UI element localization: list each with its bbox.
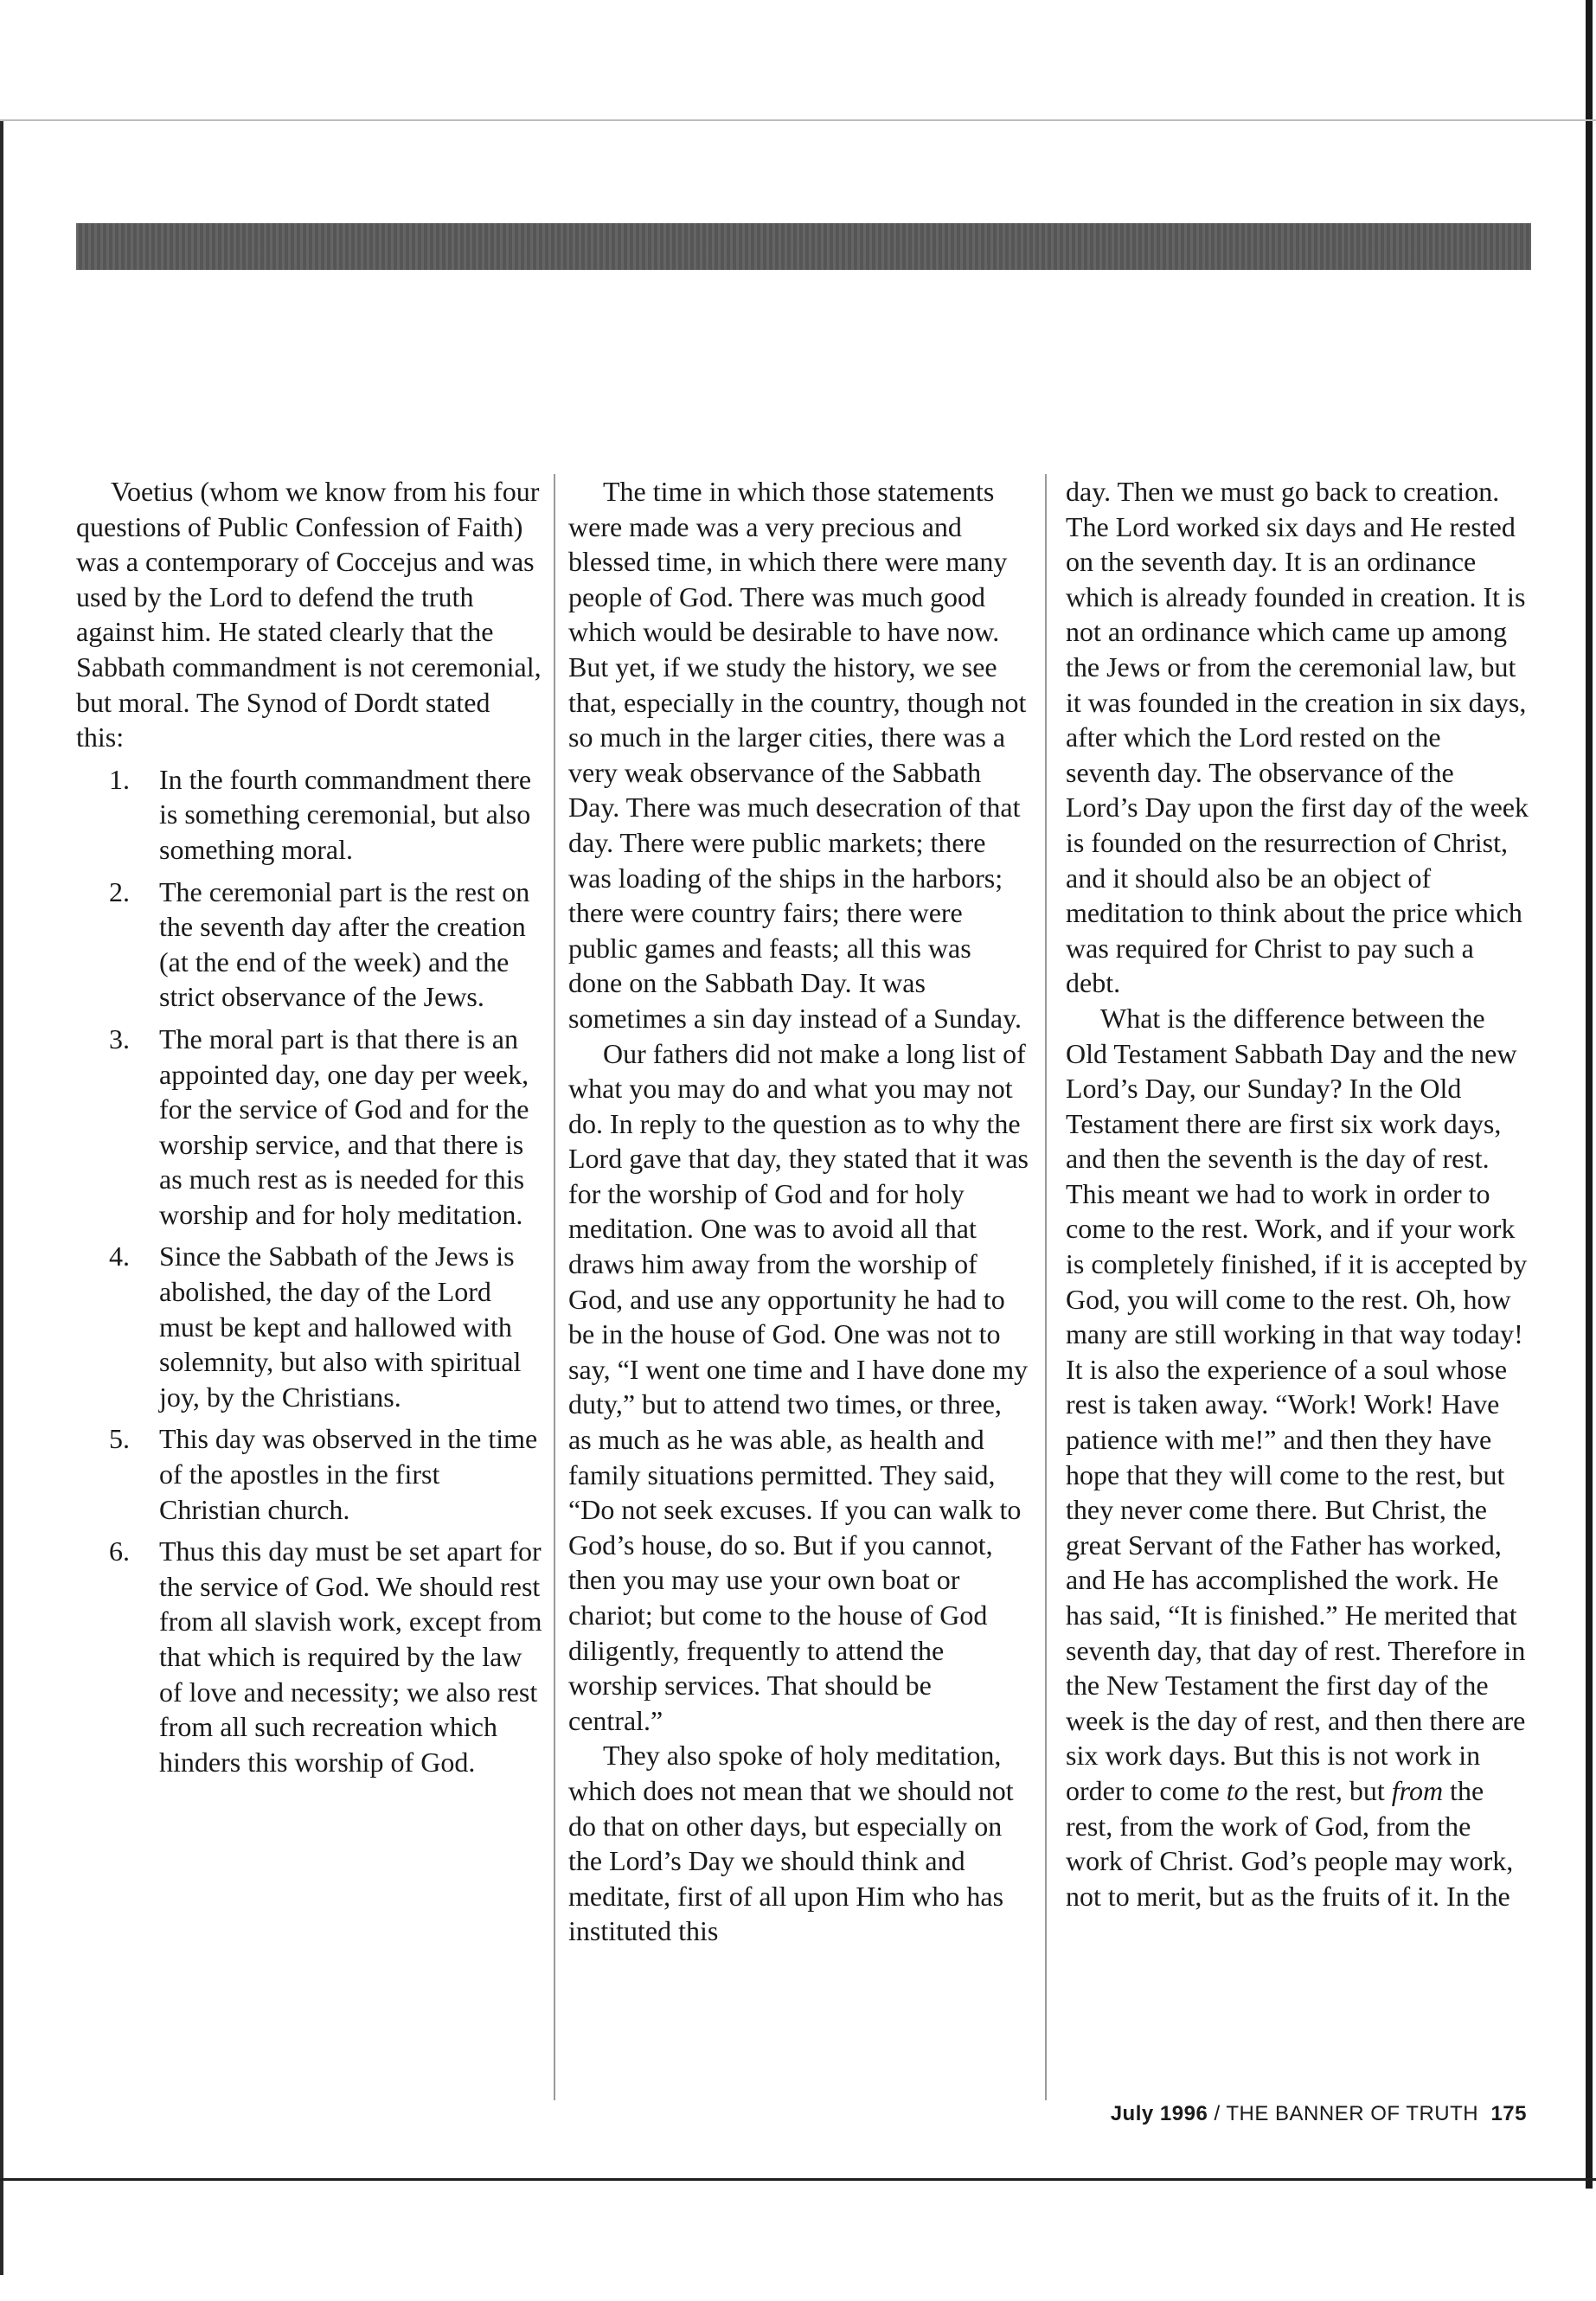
footer-date: July 1996: [1110, 2102, 1208, 2125]
column-3: [1066, 474, 1529, 1913]
column-3-paragraph-1: day. Then we must go back to creation. The Lord worked six days and He rested on the seventh day. It is an ordinance which is already founded in creation. It is not an ordinance which came up among the Jews or from the ceremonial law, but it was founded in the creation in six days, after which the Lord rested on the seventh day. The observance of the Lord’s Day upon the first day of the week is founded on the resurrection of Christ, and it should also be an object of meditation to think about the price which was required for Christ to pay such a debt.: [1066, 476, 1529, 999]
column-2-paragraph-2: Our fathers did not make a long list of what you may do and what you may not do. In reply to the question as to why the Lord gave that day, they stated that it was for the worship of God and for holy meditation. One was to avoid all that draws him away from the worship of God, and use any opportunity he had to be in the house of God. One was not to say, “I went one time and I have done my duty,” but to attend two times, or three, as much as he was able, as health and family situations permitted. They said, “Do not seek excuses. If you can walk to God’s house, do so. But if you cannot, then you may use your own boat or chariot; but come to the house of God diligently, frequently to attend the worship services. That should be central.”: [568, 1037, 1029, 1736]
point-number: 2.: [109, 875, 130, 907]
text-run: the rest, but: [1247, 1774, 1392, 1806]
italic-from: from: [1391, 1774, 1444, 1806]
text-run: the rest, from the work of God, from the work of Christ. God’s people may work, not to merit, but as the fruits of it. In the: [1066, 1774, 1514, 1912]
synod-point-3: [76, 1022, 543, 1233]
column-3-paragraph-2: [1066, 1001, 1529, 1913]
synod-point-5: [76, 1421, 543, 1527]
synod-point-4: [76, 1239, 543, 1414]
page-footer: [1081, 2102, 1527, 2126]
column-1: [76, 474, 543, 1786]
synod-points-list: [76, 762, 543, 1780]
footer-publication: THE BANNER OF TRUTH: [1226, 2102, 1479, 2125]
point-text: Since the Sabbath of the Jews is abolished, the day of the Lord must be kept and hallowed with solemnity, but also with spiritual joy, by the Christians.: [159, 1240, 522, 1413]
italic-to: to: [1226, 1774, 1248, 1806]
point-text: The ceremonial part is the rest on the seventh day after the creation (at the end of the week) and the strict observance of the Jews.: [159, 875, 530, 1013]
column-divider-1: [554, 474, 555, 2100]
point-number: 5.: [109, 1423, 130, 1455]
point-text: This day was observed in the time of the apostles in the first Christian church.: [159, 1423, 538, 1525]
column-2-paragraph-3: They also spoke of holy meditation, which does not mean that we should not do that on other days, but especially on the Lord’s Day we should think and meditate, first of all upon Him who has instituted this: [568, 1740, 1014, 1947]
column-2-paragraph-1: The time in which those statements were made was a very precious and blessed time, in which there were many people of God. There was much good which would be desirable to have now. But yet, if we study the history, we see that, especially in the country, though not so much in the larger cities, there was a very weak observance of the Sabbath Day. There was much desecration of that day. There were public markets; there was loading of the ships in the harbors; there were country fairs; there were public games and feasts; all this was done on the Sabbath Day. It was sometimes a sin day instead of a Sunday.: [568, 476, 1027, 1034]
footer-page-number: 175: [1490, 2102, 1527, 2125]
point-text: In the fourth commandment there is something ceremonial, but also something moral.: [159, 763, 532, 865]
left-scan-edge: [0, 121, 3, 2275]
point-text: Thus this day must be set apart for the service of God. We should rest from all slavish work, except from that which is required by the law of love and necessity; we also rest from all such recreation which hinders this worship of God.: [159, 1535, 542, 1778]
column-1-intro-paragraph: Voetius (whom we know from his four questions of Public Confession of Faith) was a contemporary of Coccejus and was used by the Lord to defend the truth against him. He stated clearly that the Sabbath commandment is not ceremonial, but moral. The Synod of Dordt stated this:: [76, 476, 542, 753]
point-number: 6.: [109, 1535, 130, 1567]
header-banner-bar: [76, 223, 1531, 270]
synod-point-1: [76, 762, 543, 868]
point-number: 3.: [109, 1022, 130, 1054]
top-rule: [0, 119, 1596, 121]
point-number: 4.: [109, 1240, 130, 1272]
right-scan-edge: [1586, 0, 1593, 2189]
footer-separator: /: [1208, 2102, 1227, 2125]
text-run: What is the difference between the Old Testament Sabbath Day and the new Lord’s Day, our Sunday? In the Old Testament there are first six work days, and then the seventh is the day of rest. This meant we had to work in order to come to the rest. Work, and if your work is completely finished, if it is accepted by God, you will come to the rest. Oh, how many are still working in that way today! It is also the experience of a soul whose rest is taken away. “Work! Work! Have patience with me!” and then they have hope that they will come to the rest, but they never come there. But Christ, the great Servant of the Father has worked, and He has accomplished the work. He has said, “It is finished.” He merited that seventh day, that day of rest. Therefore in the New Testament the first day of the week is the day of rest, and then there are six work days. But this is not work in order to come: [1066, 1002, 1528, 1806]
bottom-rule: [0, 2178, 1596, 2181]
column-2: [568, 474, 1031, 1949]
column-divider-2: [1045, 474, 1047, 2100]
point-text: The moral part is that there is an appointed day, one day per week, for the service of God and for the worship service, and that there is as much rest as is needed for this worship and for holy meditation.: [159, 1022, 529, 1230]
synod-point-2: [76, 875, 543, 1015]
synod-point-6: [76, 1534, 543, 1779]
point-number: 1.: [109, 763, 130, 795]
